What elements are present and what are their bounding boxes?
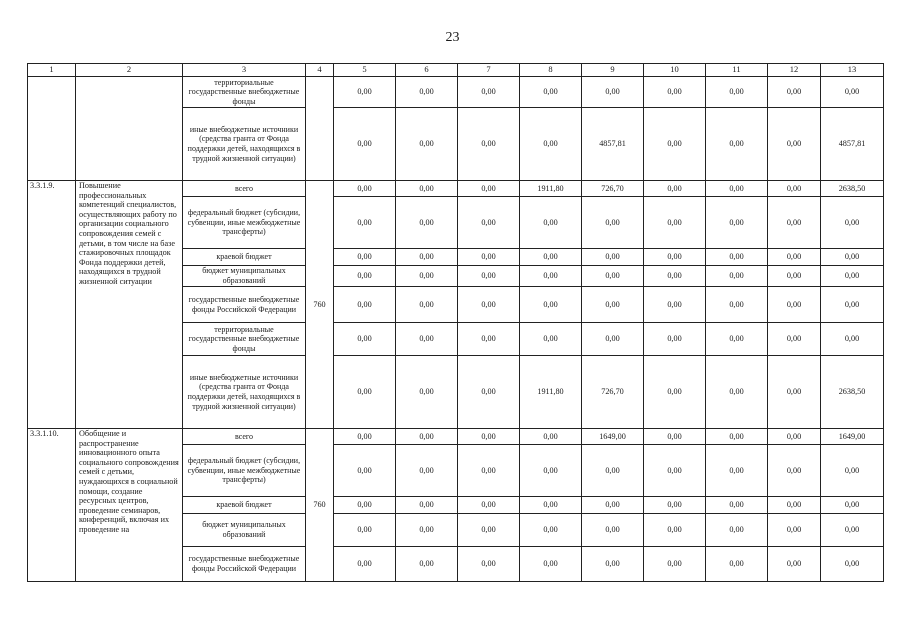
table-row [28, 181, 884, 197]
item-code: 3.3.1.9. [28, 181, 76, 429]
value-cell: 0,00 [582, 249, 644, 266]
value-cell: 0,00 [396, 497, 458, 514]
value-cell: 0,00 [520, 197, 582, 249]
value-cell: 0,00 [396, 547, 458, 582]
column-header: 3 [183, 64, 306, 77]
value-cell: 0,00 [458, 323, 520, 356]
table-row [28, 429, 884, 445]
value-cell: 0,00 [334, 323, 396, 356]
source-cell: территориальные государственные внебюджетные фонды [183, 77, 306, 108]
name-cell [76, 77, 183, 181]
value-cell: 0,00 [520, 287, 582, 323]
value-cell: 0,00 [768, 266, 821, 287]
value-cell: 0,00 [396, 445, 458, 497]
value-cell: 0,00 [520, 266, 582, 287]
value-cell: 0,00 [334, 287, 396, 323]
value-cell: 0,00 [334, 445, 396, 497]
value-cell: 0,00 [821, 266, 884, 287]
value-cell: 0,00 [582, 547, 644, 582]
value-cell: 0,00 [644, 287, 706, 323]
column-header: 5 [334, 64, 396, 77]
value-cell: 726,70 [582, 181, 644, 197]
value-cell: 0,00 [396, 197, 458, 249]
table-body [28, 64, 884, 582]
value-cell: 0,00 [582, 77, 644, 108]
item-name: Обобщение и распространение инновационного опыта социального сопровождения семей с детьми, нуждающихся в социальной помощи, создание ресурсных центров, проведение семинаров, конференций, включая их проведение на [76, 429, 183, 582]
value-cell: 0,00 [644, 266, 706, 287]
value-cell: 0,00 [458, 445, 520, 497]
value-cell: 0,00 [706, 356, 768, 429]
value-cell: 0,00 [458, 547, 520, 582]
value-cell: 0,00 [582, 514, 644, 547]
col4-cell: 760 [306, 429, 334, 582]
value-cell: 0,00 [334, 547, 396, 582]
value-cell: 0,00 [520, 323, 582, 356]
value-cell: 0,00 [582, 266, 644, 287]
value-cell: 726,70 [582, 356, 644, 429]
value-cell: 0,00 [821, 77, 884, 108]
value-cell: 0,00 [458, 287, 520, 323]
value-cell: 0,00 [458, 108, 520, 181]
source-cell: иные внебюджетные источники (средства гранта от Фонда поддержки детей, находящихся в трудной жизненной ситуации) [183, 356, 306, 429]
value-cell: 0,00 [821, 514, 884, 547]
value-cell: 0,00 [768, 197, 821, 249]
value-cell: 0,00 [458, 497, 520, 514]
value-cell: 0,00 [768, 356, 821, 429]
column-header: 7 [458, 64, 520, 77]
value-cell: 0,00 [396, 108, 458, 181]
source-cell: всего [183, 181, 306, 197]
value-cell: 0,00 [706, 445, 768, 497]
value-cell: 0,00 [706, 429, 768, 445]
value-cell: 0,00 [334, 356, 396, 429]
code-cell [28, 77, 76, 181]
value-cell: 0,00 [334, 514, 396, 547]
source-cell: территориальные государственные внебюджетные фонды [183, 323, 306, 356]
value-cell: 0,00 [520, 429, 582, 445]
value-cell: 0,00 [821, 287, 884, 323]
source-cell: краевой бюджет [183, 249, 306, 266]
value-cell: 0,00 [706, 547, 768, 582]
column-header: 9 [582, 64, 644, 77]
value-cell: 0,00 [706, 108, 768, 181]
value-cell: 0,00 [334, 77, 396, 108]
col4-cell: 760 [306, 181, 334, 429]
value-cell: 0,00 [334, 108, 396, 181]
value-cell: 0,00 [644, 108, 706, 181]
value-cell: 0,00 [334, 266, 396, 287]
value-cell: 0,00 [582, 197, 644, 249]
value-cell: 0,00 [821, 197, 884, 249]
value-cell: 0,00 [644, 197, 706, 249]
value-cell: 0,00 [458, 429, 520, 445]
value-cell: 0,00 [334, 181, 396, 197]
column-header: 1 [28, 64, 76, 77]
value-cell: 0,00 [644, 497, 706, 514]
value-cell: 0,00 [396, 266, 458, 287]
value-cell: 0,00 [644, 77, 706, 108]
value-cell: 0,00 [458, 197, 520, 249]
value-cell: 0,00 [458, 266, 520, 287]
value-cell: 0,00 [706, 77, 768, 108]
column-header: 10 [644, 64, 706, 77]
value-cell: 0,00 [644, 429, 706, 445]
value-cell: 0,00 [396, 77, 458, 108]
value-cell: 0,00 [334, 429, 396, 445]
value-cell: 0,00 [520, 77, 582, 108]
value-cell: 1911,80 [520, 181, 582, 197]
value-cell: 0,00 [520, 547, 582, 582]
value-cell: 1911,80 [520, 356, 582, 429]
value-cell: 0,00 [768, 181, 821, 197]
value-cell: 0,00 [458, 249, 520, 266]
value-cell: 0,00 [458, 514, 520, 547]
value-cell: 0,00 [520, 497, 582, 514]
col4-cell [306, 77, 334, 181]
value-cell: 0,00 [768, 77, 821, 108]
value-cell: 0,00 [396, 249, 458, 266]
value-cell: 0,00 [644, 181, 706, 197]
value-cell: 0,00 [396, 514, 458, 547]
value-cell: 0,00 [458, 77, 520, 108]
value-cell: 0,00 [821, 497, 884, 514]
value-cell: 1649,00 [582, 429, 644, 445]
column-header: 11 [706, 64, 768, 77]
value-cell: 0,00 [644, 249, 706, 266]
value-cell: 0,00 [458, 356, 520, 429]
value-cell: 0,00 [768, 287, 821, 323]
source-cell: бюджет муниципальных образований [183, 266, 306, 287]
source-cell: федеральный бюджет (субсидии, субвенции, иные межбюджетные трансферты) [183, 197, 306, 249]
value-cell: 0,00 [396, 323, 458, 356]
value-cell: 2638,50 [821, 356, 884, 429]
value-cell: 0,00 [582, 287, 644, 323]
source-cell: государственные внебюджетные фонды Российской Федерации [183, 547, 306, 582]
value-cell: 0,00 [458, 181, 520, 197]
value-cell: 0,00 [768, 429, 821, 445]
column-header: 13 [821, 64, 884, 77]
value-cell: 0,00 [644, 445, 706, 497]
source-cell: федеральный бюджет (субсидии, субвенции, иные межбюджетные трансферты) [183, 445, 306, 497]
value-cell: 0,00 [821, 547, 884, 582]
value-cell: 0,00 [396, 429, 458, 445]
source-cell: иные внебюджетные источники (средства гранта от Фонда поддержки детей, находящихся в трудной жизненной ситуации) [183, 108, 306, 181]
value-cell: 0,00 [768, 514, 821, 547]
value-cell: 0,00 [520, 514, 582, 547]
page-number: 23 [445, 30, 460, 45]
value-cell: 0,00 [706, 266, 768, 287]
source-cell: краевой бюджет [183, 497, 306, 514]
value-cell: 0,00 [768, 249, 821, 266]
value-cell: 0,00 [706, 323, 768, 356]
value-cell: 0,00 [520, 249, 582, 266]
value-cell: 0,00 [520, 108, 582, 181]
value-cell: 0,00 [768, 108, 821, 181]
value-cell: 0,00 [520, 445, 582, 497]
value-cell: 0,00 [396, 287, 458, 323]
table-row [28, 77, 884, 108]
value-cell: 2638,50 [821, 181, 884, 197]
value-cell: 0,00 [768, 497, 821, 514]
value-cell: 0,00 [396, 181, 458, 197]
value-cell: 0,00 [644, 547, 706, 582]
value-cell: 4857,81 [582, 108, 644, 181]
value-cell: 0,00 [582, 323, 644, 356]
item-code: 3.3.1.10. [28, 429, 76, 582]
value-cell: 0,00 [706, 514, 768, 547]
value-cell: 0,00 [768, 323, 821, 356]
column-header: 12 [768, 64, 821, 77]
item-name: Повышение профессиональных компетенций специалистов, осуществляющих работу по организации социального сопровождения семей с детьми, в том числе на базе стажировочных площадок Фонда поддержки детей, находящихся в трудной жизненной ситуации [76, 181, 183, 429]
column-header: 2 [76, 64, 183, 77]
source-cell: всего [183, 429, 306, 445]
value-cell: 0,00 [706, 181, 768, 197]
value-cell: 0,00 [334, 197, 396, 249]
value-cell: 0,00 [768, 445, 821, 497]
value-cell: 0,00 [768, 547, 821, 582]
value-cell: 0,00 [821, 445, 884, 497]
header-row [28, 64, 884, 77]
value-cell: 0,00 [706, 497, 768, 514]
source-cell: государственные внебюджетные фонды Российской Федерации [183, 287, 306, 323]
value-cell: 0,00 [334, 497, 396, 514]
column-header: 4 [306, 64, 334, 77]
value-cell: 0,00 [334, 249, 396, 266]
value-cell: 1649,00 [821, 429, 884, 445]
value-cell: 0,00 [706, 197, 768, 249]
value-cell: 0,00 [821, 249, 884, 266]
column-header: 8 [520, 64, 582, 77]
value-cell: 0,00 [582, 497, 644, 514]
value-cell: 0,00 [644, 514, 706, 547]
column-header: 6 [396, 64, 458, 77]
value-cell: 0,00 [644, 323, 706, 356]
value-cell: 0,00 [706, 287, 768, 323]
value-cell: 0,00 [396, 356, 458, 429]
value-cell: 0,00 [706, 249, 768, 266]
budget-table [27, 63, 884, 582]
value-cell: 0,00 [644, 356, 706, 429]
value-cell: 4857,81 [821, 108, 884, 181]
source-cell: бюджет муниципальных образований [183, 514, 306, 547]
value-cell: 0,00 [821, 323, 884, 356]
value-cell: 0,00 [582, 445, 644, 497]
